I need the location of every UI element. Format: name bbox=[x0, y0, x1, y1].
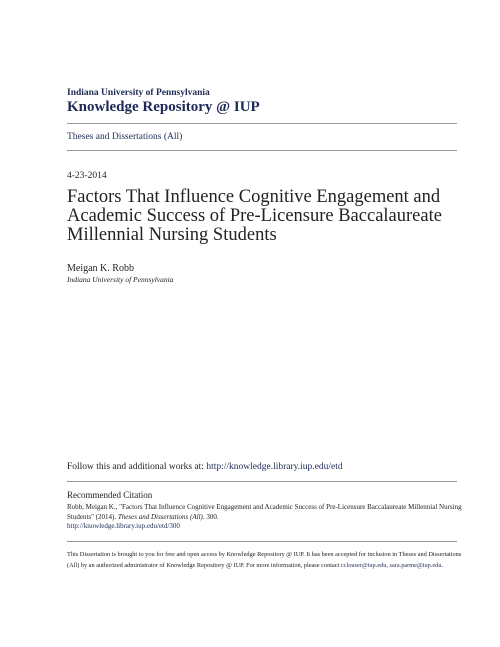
header-divider bbox=[67, 123, 457, 124]
citation-url[interactable]: http://knowledge.library.iup.edu/etd/300 bbox=[67, 522, 180, 530]
document-title: Factors That Influence Cognitive Engagement and Academic Success of Pre-Licensure Baccalaureate Millennial Nursing Students bbox=[67, 187, 442, 245]
notice-text: This Dissertation is brought to you for free and open access by Knowledge Repository @ IUP. It has been accepted for inclusion in Theses and Dissertations (All) by an authorized administrator of Knowledge Repository @ IUP. For more information, please contact bbox=[67, 551, 462, 569]
repository-name[interactable]: Knowledge Repository @ IUP bbox=[67, 99, 260, 115]
institution-name: Indiana University of Pennsylvania bbox=[67, 88, 210, 98]
notice-end: . bbox=[441, 561, 444, 569]
citation-heading: Recommended Citation bbox=[67, 490, 153, 500]
contact-email[interactable]: cclouser@iup.edu, sara.parme@iup.edu bbox=[340, 561, 442, 569]
series-link[interactable]: Theses and Dissertations (All) bbox=[67, 132, 183, 142]
publication-date: 4-23-2014 bbox=[67, 171, 107, 181]
access-notice bbox=[67, 550, 462, 571]
citation-divider bbox=[67, 481, 457, 482]
citation-lead: Robb, Meigan K., "Factors That Influence Cognitive Engagement and Academic Success of Pre-Licensure Baccalaureate Millennial Nursing Students" (2014). bbox=[67, 503, 462, 521]
notice-divider bbox=[67, 541, 457, 542]
citation-series: Theses and Dissertations (All) bbox=[117, 512, 203, 521]
author-affiliation: Indiana University of Pennsylvania bbox=[67, 275, 174, 284]
follow-text: Follow this and additional works at: bbox=[67, 462, 207, 472]
citation-tail: . 300. bbox=[202, 512, 219, 521]
follow-line bbox=[67, 462, 343, 472]
author-name: Meigan K. Robb bbox=[67, 263, 134, 274]
citation-text bbox=[67, 503, 462, 532]
collection-link[interactable]: http://knowledge.library.iup.edu/etd bbox=[206, 462, 343, 472]
series-divider bbox=[67, 150, 457, 151]
